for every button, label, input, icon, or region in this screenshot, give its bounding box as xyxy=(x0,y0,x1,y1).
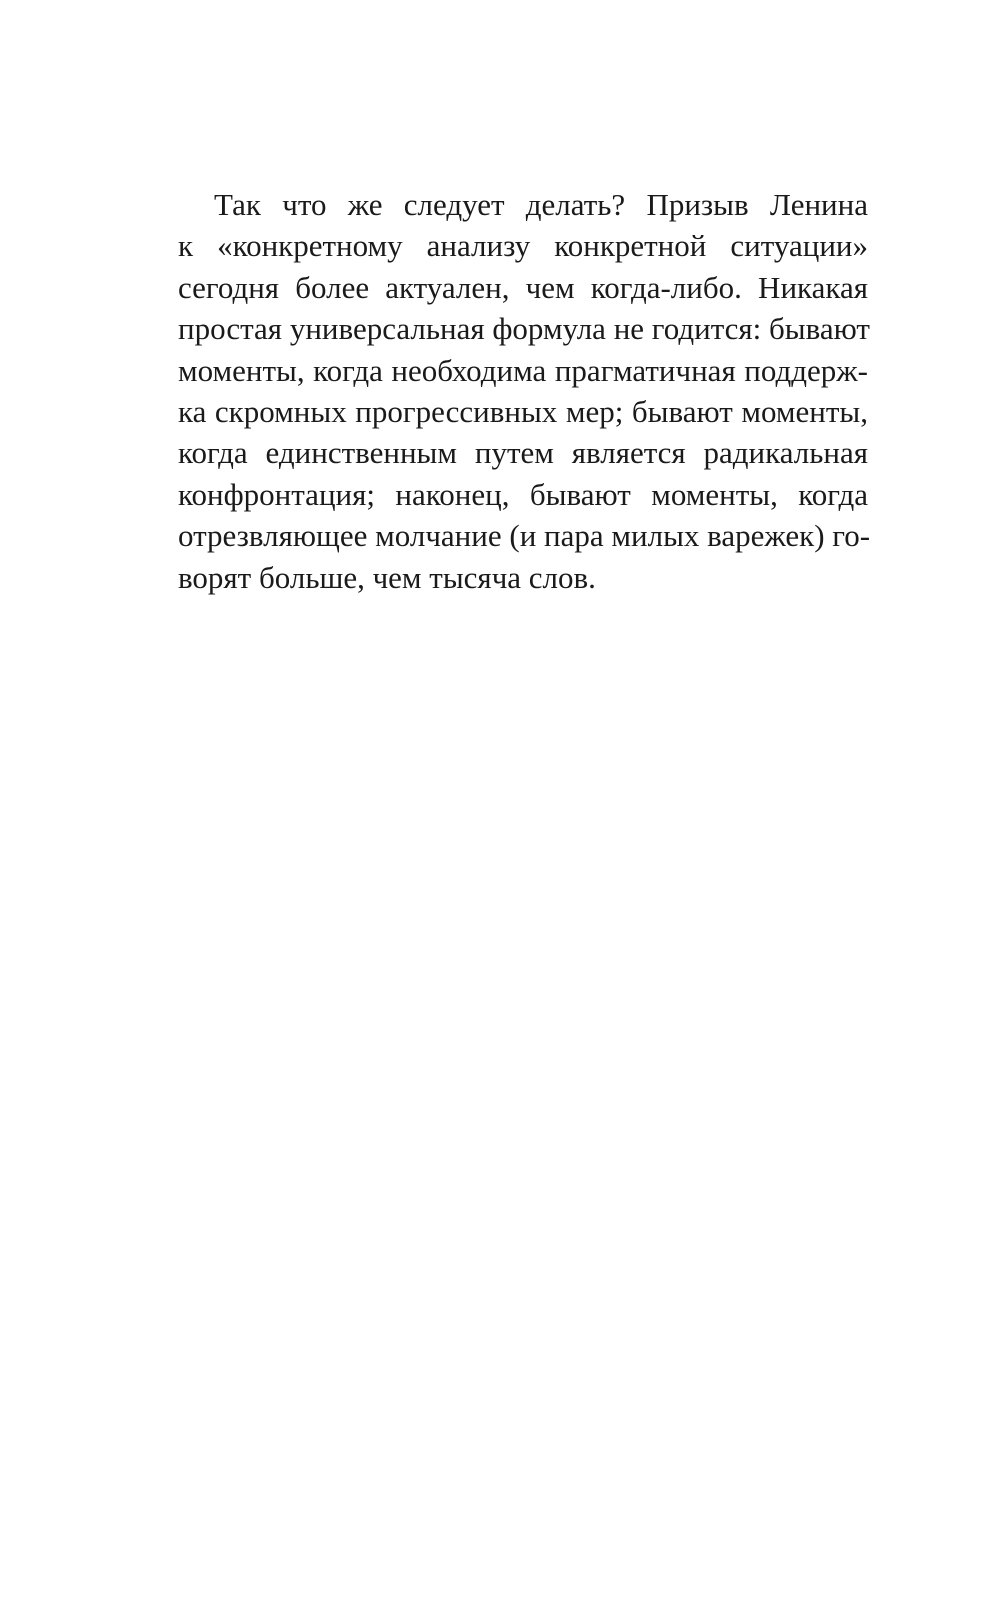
paragraph-line-2: к «конкретному анализу конкретной ситуации» xyxy=(178,228,868,264)
paragraph-line-10: ворят больше, чем тысяча слов. xyxy=(178,559,596,595)
paragraph-line-4: простая универсальная формула не годится: бывают xyxy=(178,311,870,347)
paragraph-line-3: сегодня более актуален, чем когда-либо. Никакая xyxy=(178,269,868,305)
paragraph-line-9: отрезвляющее молчание (и пара милых варежек) го- xyxy=(178,518,871,554)
paragraph-line-8: конфронтация; наконец, бывают моменты, когда xyxy=(178,476,868,512)
paragraph-line-7: когда единственным путем является радикальная xyxy=(178,435,868,471)
paragraph-line-1: Так что же следует делать? Призыв Ленина xyxy=(214,187,868,222)
paragraph-line-6: ка скромных прогрессивных мер; бывают моменты, xyxy=(178,393,868,429)
body-paragraph xyxy=(178,184,871,598)
paragraph-line-5: моменты, когда необходима прагматичная поддерж- xyxy=(178,352,868,388)
